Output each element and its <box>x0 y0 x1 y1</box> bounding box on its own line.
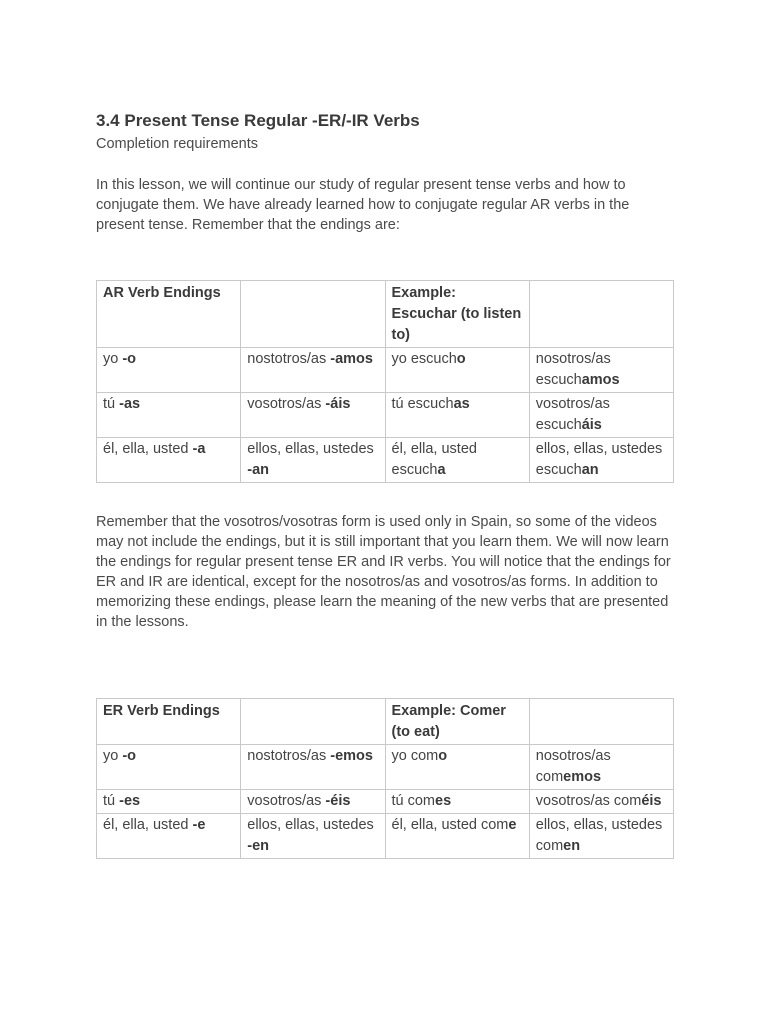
cell-text: él, ella, usted <box>103 817 193 833</box>
table-cell <box>385 393 529 438</box>
cell-text: tú <box>103 396 120 412</box>
cell-text: yo <box>103 748 123 764</box>
table-cell <box>97 348 241 393</box>
cell-bold-ending: o <box>456 351 466 367</box>
table-row <box>97 814 674 859</box>
table-cell <box>529 438 673 483</box>
table-row <box>97 790 674 814</box>
cell-text: ellos, ellas, ustedes escuch <box>535 441 663 478</box>
table-cell <box>241 438 385 483</box>
completion-requirements-label: Completion requirements <box>96 136 258 152</box>
table-cell <box>241 348 385 393</box>
cell-bold-ending: áis <box>581 417 602 433</box>
table-cell <box>97 438 241 483</box>
cell-text: yo escuch <box>391 351 457 367</box>
cell-text: tú com <box>391 793 436 809</box>
cell-text: nostotros/as <box>247 748 331 764</box>
table-cell <box>241 393 385 438</box>
header-cell: Example: Comer (to eat) <box>385 699 529 745</box>
cell-text: yo <box>103 351 123 367</box>
cell-text: él, ella, usted com <box>391 817 509 833</box>
table-row <box>97 438 674 483</box>
table-cell <box>529 348 673 393</box>
header-cell <box>241 699 385 745</box>
cell-text: ellos, ellas, ustedes com <box>535 817 663 854</box>
table-cell <box>241 814 385 859</box>
cell-text: él, ella, usted escuch <box>391 441 477 478</box>
cell-bold-ending: e <box>508 817 517 833</box>
cell-text: ellos, ellas, ustedes <box>247 817 374 833</box>
table-cell <box>385 745 529 790</box>
cell-bold-ending: -o <box>122 351 137 367</box>
table-cell <box>385 790 529 814</box>
cell-bold-ending: éis <box>641 793 662 809</box>
cell-text: vosotros/as <box>247 396 326 412</box>
table-row <box>97 745 674 790</box>
header-cell: ER Verb Endings <box>97 699 241 745</box>
table-cell <box>385 438 529 483</box>
table-cell <box>97 814 241 859</box>
cell-bold-ending: -e <box>192 817 206 833</box>
er-verb-endings-table <box>96 698 674 859</box>
table-cell <box>97 790 241 814</box>
page-title: 3.4 Present Tense Regular -ER/-IR Verbs <box>96 111 420 130</box>
cell-bold-ending: -éis <box>325 793 351 809</box>
cell-text: nosotros/as escuch <box>535 351 611 388</box>
cell-text: nostotros/as <box>247 351 331 367</box>
cell-bold-ending: o <box>438 748 448 764</box>
table-cell <box>241 790 385 814</box>
table-row <box>97 348 674 393</box>
table-cell <box>97 393 241 438</box>
table-cell <box>529 790 673 814</box>
cell-bold-ending: amos <box>581 372 620 388</box>
cell-bold-ending: an <box>581 462 599 478</box>
table-cell <box>97 745 241 790</box>
vosotros-note-paragraph: Remember that the vosotros/vosotras form is used only in Spain, so some of the videos may not include the endings, but it is still important that you learn them. We will now learn the endings for regular present tense ER and IR verbs. You will notice that the endings for ER and IR are identical, except for the nosotros/as and vosotros/as forms. In addition to memorizing these endings, please learn the meaning of the new verbs that are presented in the lessons. <box>96 514 671 630</box>
header-cell <box>241 281 385 348</box>
header-cell: AR Verb Endings <box>97 281 241 348</box>
cell-text: vosotros/as escuch <box>535 396 610 433</box>
intro-paragraph: In this lesson, we will continue our study of regular present tense verbs and how to conjugate them. We have already learned how to conjugate regular AR verbs in the present tense. Remember that the endings are: <box>96 177 630 233</box>
cell-bold-ending: a <box>437 462 446 478</box>
cell-text: tú <box>103 793 120 809</box>
cell-text: vosotros/as com <box>535 793 642 809</box>
table-cell <box>529 814 673 859</box>
cell-bold-ending: -o <box>122 748 137 764</box>
cell-bold-ending: -en <box>247 838 269 854</box>
header-cell <box>529 281 673 348</box>
table-header-row <box>97 281 674 348</box>
cell-text: él, ella, usted <box>103 441 193 457</box>
cell-text: ellos, ellas, ustedes <box>247 441 374 457</box>
ar-verb-endings-table <box>96 280 674 483</box>
cell-bold-ending: as <box>453 396 470 412</box>
cell-text: yo com <box>391 748 439 764</box>
cell-bold-ending: -an <box>247 462 269 478</box>
cell-bold-ending: -es <box>119 793 141 809</box>
cell-text: tú escuch <box>391 396 454 412</box>
cell-bold-ending: es <box>435 793 452 809</box>
cell-bold-ending: en <box>563 838 581 854</box>
cell-bold-ending: -emos <box>330 748 373 764</box>
table-header-row <box>97 699 674 745</box>
table-cell <box>529 745 673 790</box>
cell-text: vosotros/as <box>247 793 326 809</box>
cell-text: nosotros/as com <box>535 748 611 785</box>
cell-bold-ending: emos <box>563 769 602 785</box>
cell-bold-ending: -amos <box>330 351 373 367</box>
table-row <box>97 393 674 438</box>
cell-bold-ending: -as <box>119 396 141 412</box>
table-cell <box>385 814 529 859</box>
header-cell <box>529 699 673 745</box>
table-cell <box>385 348 529 393</box>
table-cell <box>529 393 673 438</box>
cell-bold-ending: -áis <box>325 396 351 412</box>
cell-bold-ending: -a <box>192 441 206 457</box>
header-cell: Example: Escuchar (to listen to) <box>385 281 529 348</box>
table-cell <box>241 745 385 790</box>
